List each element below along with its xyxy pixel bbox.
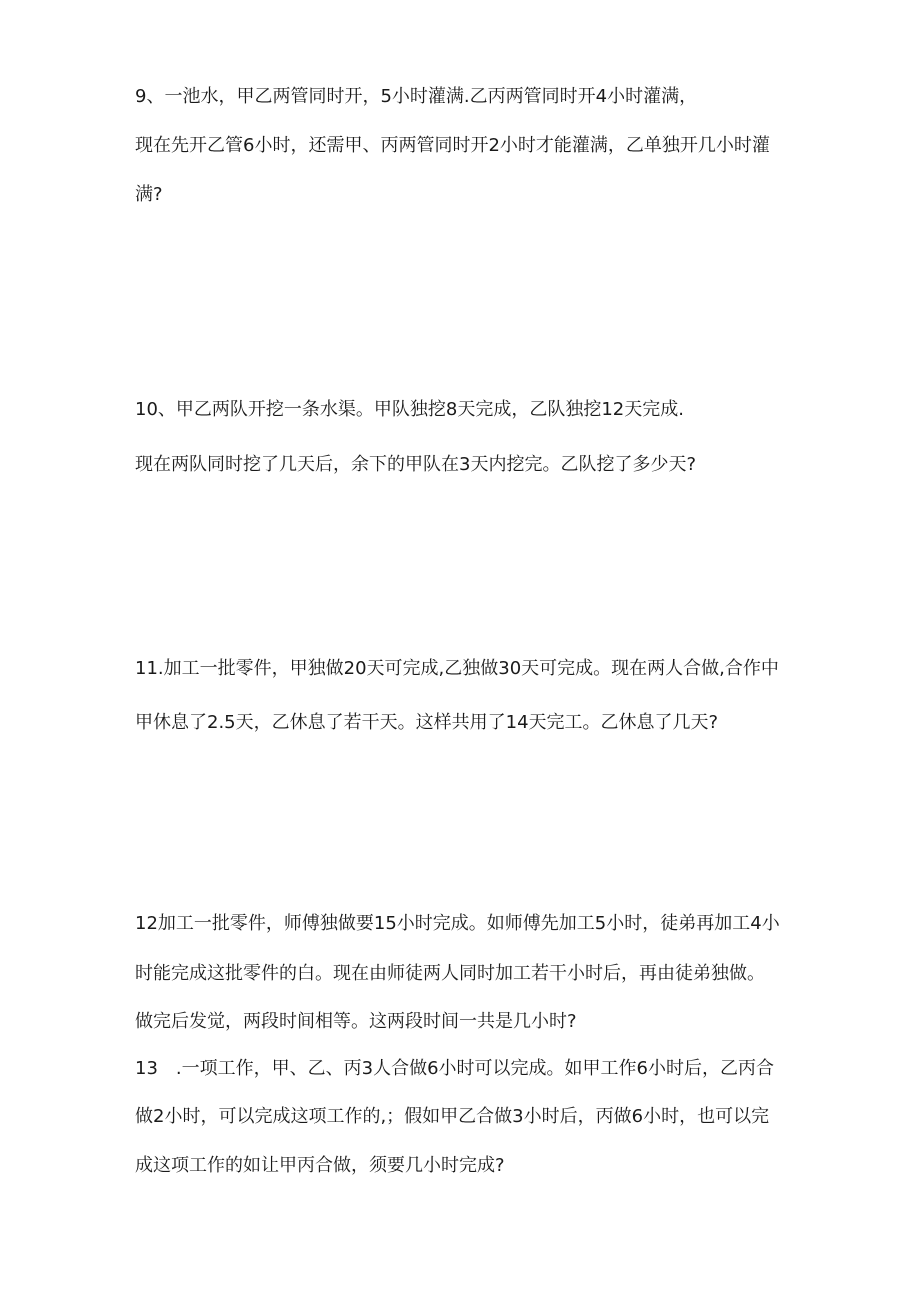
problem-11-line-1: 11.加工一批零件，甲独做20天可完成,乙独做30天可完成。现在两人合做,合作中	[135, 658, 779, 679]
problem-9-line-1: 9、一池水，甲乙两管同时开，5小时灌满.乙丙两管同时开4小时灌满，	[135, 86, 698, 107]
problem-10-line-1: 10、甲乙两队开挖一条水渠。甲队独挖8天完成，乙队独挖12天完成.	[135, 399, 684, 420]
problem-13-line-3: 成这项工作的如让甲丙合做，须要几小时完成?	[135, 1155, 505, 1176]
problem-12-line-1: 12加工一批零件，师傅独做要15小时完成。如师傅先加工5小时，徒弟再加工4小	[135, 913, 780, 934]
problem-13-line-1: 13 .一项工作，甲、乙、丙3人合做6小时可以完成。如甲工作6小时后，乙丙合	[135, 1058, 774, 1079]
problem-12-line-2: 时能完成这批零件的白。现在由师徒两人同时加工若干小时后，再由徒弟独做。	[135, 963, 765, 984]
problem-10-line-2: 现在两队同时挖了几天后，余下的甲队在3天内挖完。乙队挖了多少天?	[135, 454, 697, 475]
problem-9-line-2: 现在先开乙管6小时，还需甲、丙两管同时开2小时才能灌满，乙单独开几小时灌	[135, 135, 770, 156]
problem-13-line-2: 做2小时，可以完成这项工作的,；假如甲乙合做3小时后，丙做6小时，也可以完	[135, 1106, 770, 1127]
problem-9-line-3: 满?	[135, 184, 163, 205]
problem-12-line-3: 做完后发觉，两段时间相等。这两段时间一共是几小时?	[135, 1011, 577, 1032]
problem-11-line-2: 甲休息了2.5天，乙休息了若干天。这样共用了14天完工。乙休息了几天?	[135, 712, 719, 733]
